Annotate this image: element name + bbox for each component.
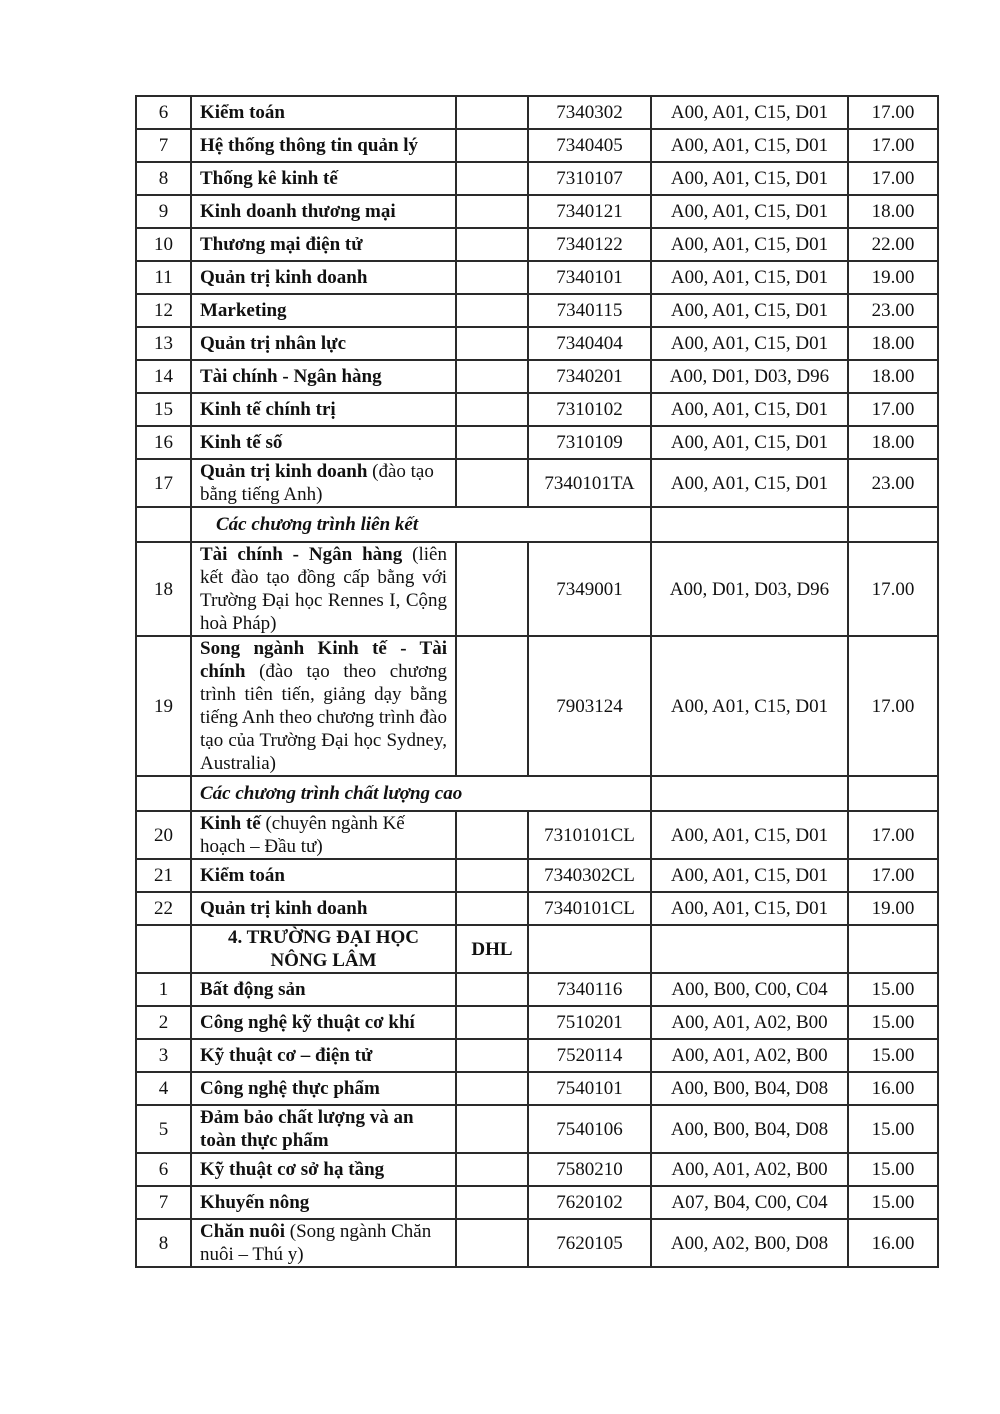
table-row bbox=[136, 892, 938, 925]
subject-combinations: A00, D01, D03, D96 bbox=[651, 542, 848, 636]
cutoff-score: 15.00 bbox=[848, 1186, 938, 1219]
school-code-cell bbox=[456, 294, 528, 327]
program-name-note: (Song ngành Chăn nuôi – Thú y) bbox=[200, 1221, 432, 1265]
program-name-main: Chăn nuôi bbox=[200, 1221, 286, 1242]
program-name-main: Hệ thống thông tin quản lý bbox=[200, 135, 419, 156]
subject-combinations: A00, A01, A02, B00 bbox=[651, 1039, 848, 1072]
table-row bbox=[136, 228, 938, 261]
program-code: 7340101 bbox=[528, 261, 651, 294]
program-code: 7340302 bbox=[528, 96, 651, 129]
row-number: 19 bbox=[136, 636, 191, 776]
subject-combinations: A00, A01, C15, D01 bbox=[651, 294, 848, 327]
program-name bbox=[191, 859, 456, 892]
school-code-cell bbox=[456, 1072, 528, 1105]
subject-combinations: A00, A01, C15, D01 bbox=[651, 459, 848, 507]
cutoff-score: 17.00 bbox=[848, 129, 938, 162]
program-name bbox=[191, 636, 456, 776]
subject-combinations: A00, A01, C15, D01 bbox=[651, 162, 848, 195]
subject-combinations: A00, A02, B00, D08 bbox=[651, 1219, 848, 1267]
table-row bbox=[136, 426, 938, 459]
school-code-cell bbox=[456, 636, 528, 776]
empty-cell bbox=[848, 776, 938, 811]
cutoff-score: 17.00 bbox=[848, 393, 938, 426]
program-code: 7310109 bbox=[528, 426, 651, 459]
empty-cell bbox=[528, 925, 651, 973]
program-name-main: Kiểm toán bbox=[200, 102, 285, 123]
row-number: 7 bbox=[136, 1186, 191, 1219]
subject-combinations: A00, A01, C15, D01 bbox=[651, 636, 848, 776]
program-name bbox=[191, 1006, 456, 1039]
section-title: Các chương trình chất lượng cao bbox=[191, 776, 651, 811]
row-number: 17 bbox=[136, 459, 191, 507]
program-name bbox=[191, 892, 456, 925]
school-code-cell bbox=[456, 426, 528, 459]
subject-combinations: A00, A01, C15, D01 bbox=[651, 195, 848, 228]
subject-combinations: A00, A01, C15, D01 bbox=[651, 426, 848, 459]
school-code: DHL bbox=[456, 925, 528, 973]
school-code-cell bbox=[456, 859, 528, 892]
program-name bbox=[191, 459, 456, 507]
row-number: 14 bbox=[136, 360, 191, 393]
program-name bbox=[191, 195, 456, 228]
cutoff-score: 18.00 bbox=[848, 327, 938, 360]
program-name-main: Kiểm toán bbox=[200, 865, 285, 886]
program-name bbox=[191, 360, 456, 393]
program-name bbox=[191, 1153, 456, 1186]
program-name-note: (liên kết đào tạo đồng cấp bằng với Trường Đại học Rennes I, Cộng hoà Pháp) bbox=[200, 544, 447, 634]
program-name bbox=[191, 393, 456, 426]
program-name bbox=[191, 294, 456, 327]
table-row bbox=[136, 294, 938, 327]
program-code: 7340101TA bbox=[528, 459, 651, 507]
program-name-main: Kỹ thuật cơ sở hạ tầng bbox=[200, 1159, 385, 1180]
row-number-empty bbox=[136, 507, 191, 542]
table-row bbox=[136, 1072, 938, 1105]
school-code-cell bbox=[456, 892, 528, 925]
program-name-main: Kinh tế số bbox=[200, 432, 283, 453]
program-name bbox=[191, 542, 456, 636]
subject-combinations: A00, A01, C15, D01 bbox=[651, 859, 848, 892]
row-number: 3 bbox=[136, 1039, 191, 1072]
table-row bbox=[136, 1186, 938, 1219]
row-number: 7 bbox=[136, 129, 191, 162]
program-code: 7903124 bbox=[528, 636, 651, 776]
school-code-cell bbox=[456, 96, 528, 129]
empty-cell bbox=[651, 507, 848, 542]
admission-score-table bbox=[135, 95, 939, 1268]
row-number: 8 bbox=[136, 1219, 191, 1267]
subject-combinations: A00, A01, C15, D01 bbox=[651, 393, 848, 426]
row-number: 5 bbox=[136, 1105, 191, 1153]
cutoff-score: 15.00 bbox=[848, 973, 938, 1006]
cutoff-score: 16.00 bbox=[848, 1219, 938, 1267]
program-name-main: Quản trị kinh doanh bbox=[200, 461, 368, 482]
table-row bbox=[136, 360, 938, 393]
school-code-cell bbox=[456, 393, 528, 426]
table-row bbox=[136, 636, 938, 776]
table-row bbox=[136, 393, 938, 426]
row-number: 4 bbox=[136, 1072, 191, 1105]
program-name bbox=[191, 129, 456, 162]
table-row bbox=[136, 327, 938, 360]
cutoff-score: 23.00 bbox=[848, 459, 938, 507]
row-number: 9 bbox=[136, 195, 191, 228]
table-row bbox=[136, 96, 938, 129]
program-name bbox=[191, 1039, 456, 1072]
program-code: 7520114 bbox=[528, 1039, 651, 1072]
program-code: 7310107 bbox=[528, 162, 651, 195]
school-header-row bbox=[136, 925, 938, 973]
program-name-main: Quản trị kinh doanh bbox=[200, 267, 368, 288]
table-row bbox=[136, 811, 938, 859]
cutoff-score: 23.00 bbox=[848, 294, 938, 327]
program-code: 7310101CL bbox=[528, 811, 651, 859]
row-number: 22 bbox=[136, 892, 191, 925]
row-number: 15 bbox=[136, 393, 191, 426]
row-number-empty bbox=[136, 925, 191, 973]
program-code: 7340201 bbox=[528, 360, 651, 393]
row-number: 2 bbox=[136, 1006, 191, 1039]
cutoff-score: 15.00 bbox=[848, 1153, 938, 1186]
school-code-cell bbox=[456, 811, 528, 859]
cutoff-score: 17.00 bbox=[848, 542, 938, 636]
school-code-cell bbox=[456, 1219, 528, 1267]
cutoff-score: 22.00 bbox=[848, 228, 938, 261]
empty-cell bbox=[651, 925, 848, 973]
table-row bbox=[136, 129, 938, 162]
row-number: 12 bbox=[136, 294, 191, 327]
row-number: 13 bbox=[136, 327, 191, 360]
section-title: Các chương trình liên kết bbox=[191, 507, 651, 542]
cutoff-score: 18.00 bbox=[848, 195, 938, 228]
program-code: 7340116 bbox=[528, 973, 651, 1006]
program-code: 7540106 bbox=[528, 1105, 651, 1153]
row-number: 6 bbox=[136, 1153, 191, 1186]
program-name-main: Thống kê kinh tế bbox=[200, 168, 338, 189]
school-code-cell bbox=[456, 261, 528, 294]
program-code: 7340405 bbox=[528, 129, 651, 162]
subject-combinations: A07, B04, C00, C04 bbox=[651, 1186, 848, 1219]
table-row bbox=[136, 973, 938, 1006]
subject-combinations: A00, B00, B04, D08 bbox=[651, 1072, 848, 1105]
program-code: 7620102 bbox=[528, 1186, 651, 1219]
table-row bbox=[136, 1219, 938, 1267]
cutoff-score: 18.00 bbox=[848, 426, 938, 459]
school-code-cell bbox=[456, 129, 528, 162]
section-header-row bbox=[136, 776, 938, 811]
table-row bbox=[136, 1039, 938, 1072]
subject-combinations: A00, A01, C15, D01 bbox=[651, 129, 848, 162]
program-code: 7510201 bbox=[528, 1006, 651, 1039]
empty-cell bbox=[848, 507, 938, 542]
empty-cell bbox=[848, 925, 938, 973]
cutoff-score: 18.00 bbox=[848, 360, 938, 393]
program-name bbox=[191, 973, 456, 1006]
cutoff-score: 15.00 bbox=[848, 1006, 938, 1039]
program-name-main: Tài chính - Ngân hàng bbox=[200, 544, 403, 565]
row-number: 6 bbox=[136, 96, 191, 129]
cutoff-score: 16.00 bbox=[848, 1072, 938, 1105]
program-name-note: (đào tạo theo chương trình tiên tiến, giảng dạy bằng tiếng Anh theo chương trình đào tạo của Trường Đại học Sydney, Australia) bbox=[200, 661, 447, 774]
program-code: 7340101CL bbox=[528, 892, 651, 925]
program-name bbox=[191, 426, 456, 459]
cutoff-score: 17.00 bbox=[848, 96, 938, 129]
program-name-main: Kinh doanh thương mại bbox=[200, 201, 396, 222]
cutoff-score: 19.00 bbox=[848, 892, 938, 925]
table-row bbox=[136, 542, 938, 636]
subject-combinations: A00, B00, B04, D08 bbox=[651, 1105, 848, 1153]
program-name-main: Kinh tế chính trị bbox=[200, 399, 336, 420]
program-name-main: Kinh tế bbox=[200, 813, 261, 834]
school-code-cell bbox=[456, 228, 528, 261]
program-name bbox=[191, 1219, 456, 1267]
program-name-main: Quản trị kinh doanh bbox=[200, 898, 368, 919]
subject-combinations: A00, A01, A02, B00 bbox=[651, 1153, 848, 1186]
school-code-cell bbox=[456, 1186, 528, 1219]
program-name-main: Marketing bbox=[200, 300, 287, 321]
row-number: 18 bbox=[136, 542, 191, 636]
subject-combinations: A00, B00, C00, C04 bbox=[651, 973, 848, 1006]
row-number-empty bbox=[136, 776, 191, 811]
program-name bbox=[191, 1072, 456, 1105]
program-name-main: Công nghệ kỹ thuật cơ khí bbox=[200, 1012, 415, 1033]
section-header-row bbox=[136, 507, 938, 542]
school-code-cell bbox=[456, 542, 528, 636]
cutoff-score: 19.00 bbox=[848, 261, 938, 294]
cutoff-score: 17.00 bbox=[848, 859, 938, 892]
school-code-cell bbox=[456, 1153, 528, 1186]
school-code-cell bbox=[456, 360, 528, 393]
empty-cell bbox=[651, 776, 848, 811]
row-number: 16 bbox=[136, 426, 191, 459]
program-code: 7620105 bbox=[528, 1219, 651, 1267]
program-name bbox=[191, 1105, 456, 1153]
table-row bbox=[136, 1153, 938, 1186]
row-number: 11 bbox=[136, 261, 191, 294]
program-name bbox=[191, 228, 456, 261]
school-code-cell bbox=[456, 1006, 528, 1039]
program-code: 7340121 bbox=[528, 195, 651, 228]
program-code: 7580210 bbox=[528, 1153, 651, 1186]
subject-combinations: A00, A01, C15, D01 bbox=[651, 261, 848, 294]
school-code-cell bbox=[456, 162, 528, 195]
program-code: 7310102 bbox=[528, 393, 651, 426]
program-code: 7340122 bbox=[528, 228, 651, 261]
table-row bbox=[136, 195, 938, 228]
program-name-main: Đảm bảo chất lượng và an toàn thực phẩm bbox=[200, 1107, 414, 1151]
subject-combinations: A00, A01, C15, D01 bbox=[651, 96, 848, 129]
program-name-main: Song ngành Kinh tế - Tài chính bbox=[200, 638, 447, 682]
subject-combinations: A00, A01, C15, D01 bbox=[651, 811, 848, 859]
program-name-note: (đào tạo bằng tiếng Anh) bbox=[200, 461, 434, 505]
program-name-note: (chuyên ngành Kế hoạch – Đầu tư) bbox=[200, 813, 405, 857]
program-name bbox=[191, 327, 456, 360]
row-number: 1 bbox=[136, 973, 191, 1006]
row-number: 21 bbox=[136, 859, 191, 892]
subject-combinations: A00, A01, C15, D01 bbox=[651, 327, 848, 360]
row-number: 8 bbox=[136, 162, 191, 195]
school-code-cell bbox=[456, 195, 528, 228]
table-row bbox=[136, 859, 938, 892]
school-code-cell bbox=[456, 973, 528, 1006]
cutoff-score: 15.00 bbox=[848, 1039, 938, 1072]
program-code: 7540101 bbox=[528, 1072, 651, 1105]
row-number: 10 bbox=[136, 228, 191, 261]
cutoff-score: 17.00 bbox=[848, 162, 938, 195]
cutoff-score: 17.00 bbox=[848, 811, 938, 859]
school-code-cell bbox=[456, 327, 528, 360]
school-name: 4. TRƯỜNG ĐẠI HỌC NÔNG LÂM bbox=[191, 925, 456, 973]
table-body bbox=[136, 96, 938, 1267]
school-code-cell bbox=[456, 1039, 528, 1072]
program-name-main: Kỹ thuật cơ – điện tử bbox=[200, 1045, 373, 1066]
table-row bbox=[136, 162, 938, 195]
program-name bbox=[191, 96, 456, 129]
program-name bbox=[191, 1186, 456, 1219]
cutoff-score: 15.00 bbox=[848, 1105, 938, 1153]
program-code: 7340302CL bbox=[528, 859, 651, 892]
program-name-main: Quản trị nhân lực bbox=[200, 333, 347, 354]
program-code: 7340115 bbox=[528, 294, 651, 327]
subject-combinations: A00, A01, A02, B00 bbox=[651, 1006, 848, 1039]
program-name-main: Khuyến nông bbox=[200, 1192, 310, 1213]
subject-combinations: A00, D01, D03, D96 bbox=[651, 360, 848, 393]
program-name bbox=[191, 261, 456, 294]
row-number: 20 bbox=[136, 811, 191, 859]
school-code-cell bbox=[456, 459, 528, 507]
program-name-main: Bất động sản bbox=[200, 979, 306, 1000]
program-name-main: Thương mại điện tử bbox=[200, 234, 363, 255]
program-name-main: Tài chính - Ngân hàng bbox=[200, 366, 382, 387]
program-name-main: Công nghệ thực phẩm bbox=[200, 1078, 380, 1099]
program-code: 7349001 bbox=[528, 542, 651, 636]
table-row bbox=[136, 1006, 938, 1039]
cutoff-score: 17.00 bbox=[848, 636, 938, 776]
table-row bbox=[136, 1105, 938, 1153]
subject-combinations: A00, A01, C15, D01 bbox=[651, 228, 848, 261]
school-code-cell bbox=[456, 1105, 528, 1153]
subject-combinations: A00, A01, C15, D01 bbox=[651, 892, 848, 925]
table-row bbox=[136, 459, 938, 507]
program-name bbox=[191, 162, 456, 195]
program-code: 7340404 bbox=[528, 327, 651, 360]
table-row bbox=[136, 261, 938, 294]
program-name bbox=[191, 811, 456, 859]
